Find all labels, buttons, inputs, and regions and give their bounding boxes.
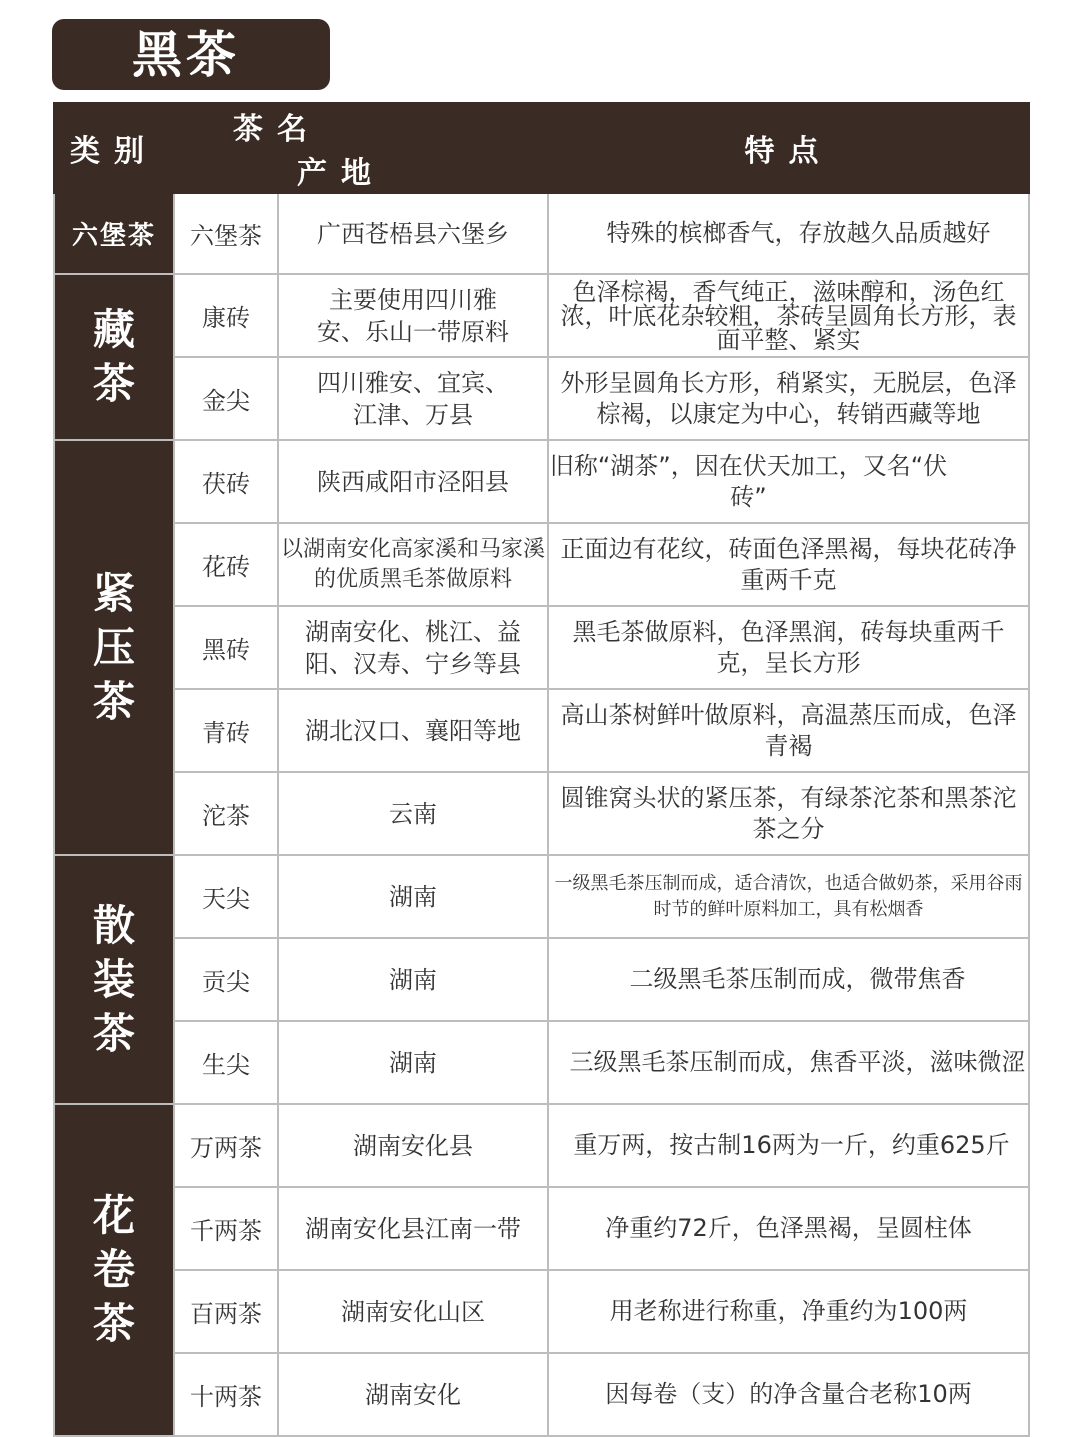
- tea-origin: 湖南安化县江南一带: [278, 1187, 548, 1270]
- tea-name: 贡尖: [174, 938, 278, 1021]
- table-row: [54, 357, 1029, 440]
- tea-feature: 用老称进行称重，净重约为100两: [548, 1270, 1029, 1353]
- tea-name: 百两茶: [174, 1270, 278, 1353]
- tea-origin: 陕西咸阳市泾阳县: [278, 440, 548, 523]
- header-origin: 产地: [297, 156, 385, 191]
- category-cell: [54, 1104, 174, 1436]
- table-row: [54, 1187, 1029, 1270]
- table-row: [54, 274, 1029, 357]
- table-row: [54, 1104, 1029, 1187]
- tea-name: 花砖: [174, 523, 278, 606]
- tea-origin: 湖南安化县: [278, 1104, 548, 1187]
- table-row: [54, 689, 1029, 772]
- tea-feature: 旧称“湖茶”，因在伏天加工，又名“伏砖”: [548, 440, 1029, 523]
- tea-feature: 高山茶树鲜叶做原料，高温蒸压而成，色泽青褐: [548, 689, 1029, 772]
- table-row: [54, 1021, 1029, 1104]
- tea-origin: 湖北汉口、襄阳等地: [278, 689, 548, 772]
- table-row: [54, 606, 1029, 689]
- table-row: [54, 1353, 1029, 1436]
- category-label: 散装茶: [92, 900, 135, 1058]
- table-row: [54, 523, 1029, 606]
- tea-origin: 以湖南安化高家溪和马家溪的优质黑毛茶做原料: [278, 523, 548, 606]
- tea-feature: 二级黑毛茶压制而成，微带焦香: [548, 938, 1029, 1021]
- tea-origin: 湖南: [278, 938, 548, 1021]
- tea-origin: 湖南安化山区: [278, 1270, 548, 1353]
- tea-origin: 湖南安化、桃江、益阳、汉寿、宁乡等县: [278, 606, 548, 689]
- category-label: 紧压茶: [92, 568, 135, 726]
- category-cell: [54, 274, 174, 440]
- table-row: [54, 855, 1029, 938]
- tea-name: 万两茶: [174, 1104, 278, 1187]
- table-row: [54, 772, 1029, 855]
- tea-feature: 圆锥窝头状的紧压茶，有绿茶沱茶和黑茶沱茶之分: [548, 772, 1029, 855]
- header-feature: 特点: [548, 103, 1029, 193]
- header-name: 茶名: [233, 112, 321, 147]
- tea-feature: 外形呈圆角长方形，稍紧实，无脱层，色泽棕褐，以康定为中心，转销西藏等地: [548, 357, 1029, 440]
- category-cell: 六堡茶: [54, 193, 174, 274]
- tea-name: 康砖: [174, 274, 278, 357]
- tea-name: 沱茶: [174, 772, 278, 855]
- tea-name: 生尖: [174, 1021, 278, 1104]
- category-cell: [54, 440, 174, 855]
- title-banner: [52, 19, 330, 90]
- tea-name: 青砖: [174, 689, 278, 772]
- category-cell: [54, 855, 174, 1104]
- tea-feature: 正面边有花纹，砖面色泽黑褐，每块花砖净重两千克: [548, 523, 1029, 606]
- tea-name: 黑砖: [174, 606, 278, 689]
- category-label: 花卷茶: [92, 1191, 135, 1348]
- tea-origin: 湖南: [278, 1021, 548, 1104]
- tea-feature: 特殊的槟榔香气，存放越久品质越好: [548, 193, 1029, 274]
- header-category: 类别: [54, 103, 174, 193]
- header-name-origin: [174, 103, 548, 193]
- tea-name: 茯砖: [174, 440, 278, 523]
- tea-name: 天尖: [174, 855, 278, 938]
- table-row: [54, 193, 1029, 274]
- page-title: 黑茶: [132, 25, 240, 84]
- tea-origin: 广西苍梧县六堡乡: [278, 193, 548, 274]
- tea-feature: 三级黑毛茶压制而成，焦香平淡，滋味微涩: [548, 1021, 1029, 1104]
- tea-feature: 色泽棕褐，香气纯正，滋味醇和，汤色红浓，叶底花杂较粗，茶砖呈圆角长方形，表面平整、紧实: [548, 274, 1029, 357]
- category-label: 藏茶: [92, 305, 135, 408]
- black-tea-table: [53, 102, 1030, 1437]
- tea-origin: 湖南安化: [278, 1353, 548, 1436]
- tea-feature: 一级黑毛茶压制而成，适合清饮，也适合做奶茶，采用谷雨时节的鲜叶原料加工，具有松烟香: [548, 855, 1029, 938]
- table-row: [54, 1270, 1029, 1353]
- tea-name: 千两茶: [174, 1187, 278, 1270]
- header-row: [54, 103, 1029, 193]
- tea-name: 金尖: [174, 357, 278, 440]
- tea-feature: 黑毛茶做原料，色泽黑润，砖每块重两千克，呈长方形: [548, 606, 1029, 689]
- tea-origin: 主要使用四川雅安、乐山一带原料: [278, 274, 548, 357]
- tea-feature: 重万两，按古制16两为一斤，约重625斤: [548, 1104, 1029, 1187]
- tea-origin: 四川雅安、宜宾、江津、万县: [278, 357, 548, 440]
- tea-name: 六堡茶: [174, 193, 278, 274]
- tea-origin: 云南: [278, 772, 548, 855]
- tea-feature: 净重约72斤，色泽黑褐，呈圆柱体: [548, 1187, 1029, 1270]
- table-row: [54, 440, 1029, 523]
- tea-feature: 因每卷（支）的净含量合老称10两: [548, 1353, 1029, 1436]
- tea-origin: 湖南: [278, 855, 548, 938]
- tea-name: 十两茶: [174, 1353, 278, 1436]
- table-row: [54, 938, 1029, 1021]
